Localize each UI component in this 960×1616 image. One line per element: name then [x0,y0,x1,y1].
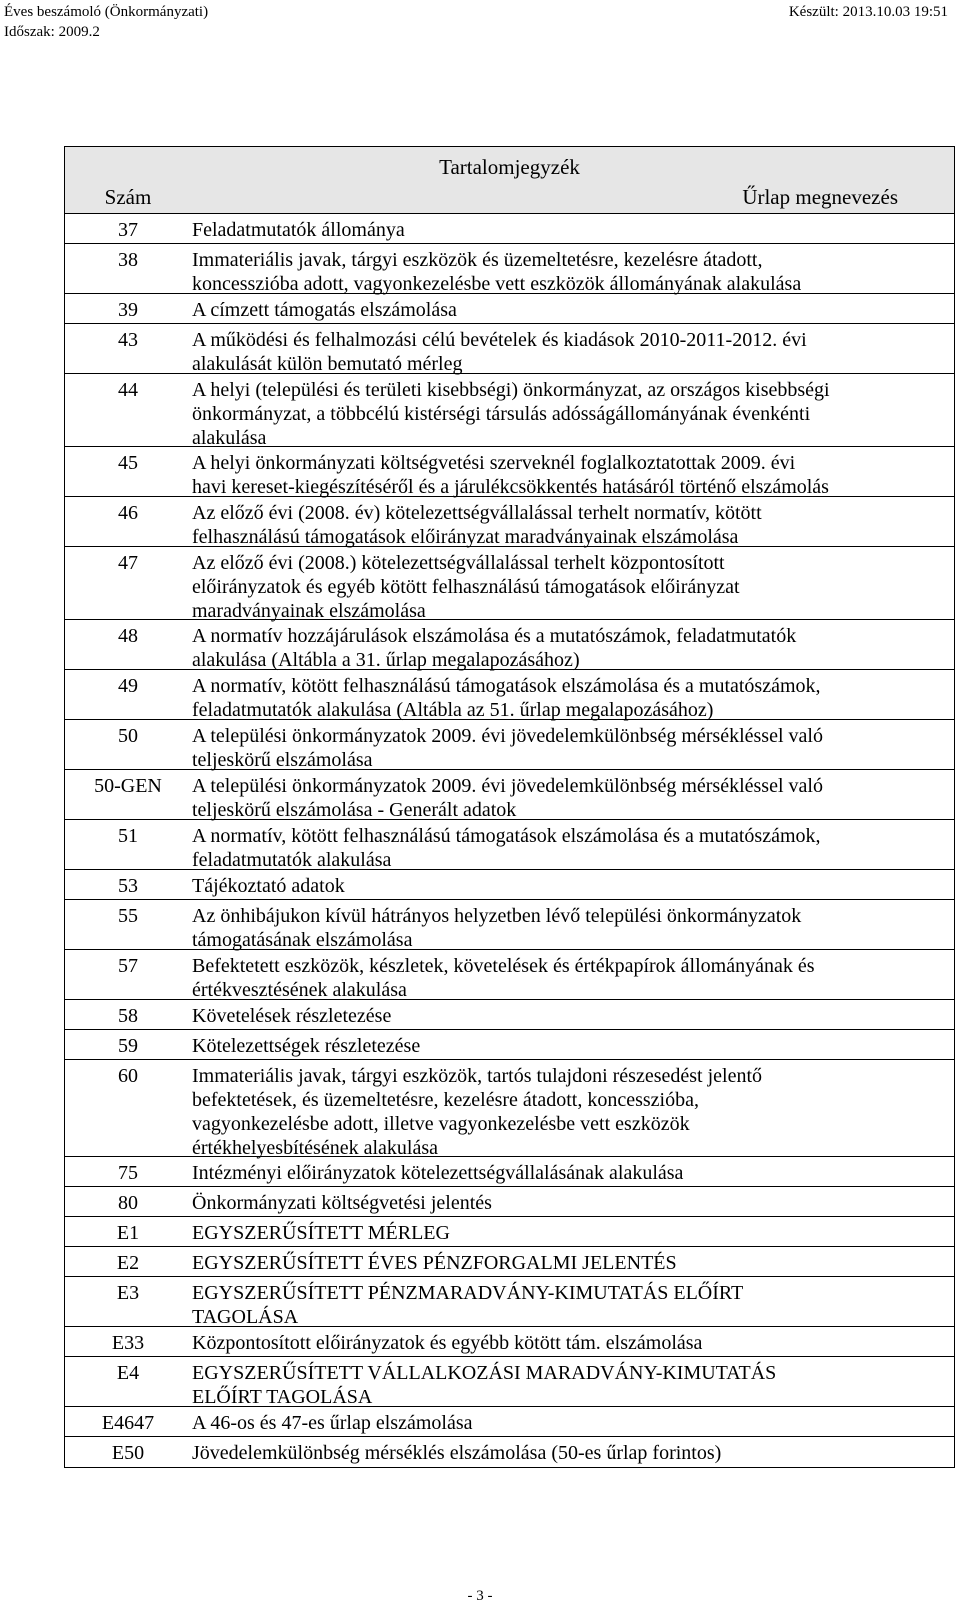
form-number: E4 [116,1362,140,1384]
form-name: Kötelezettségek részletezése [192,1035,421,1057]
table-row [65,950,954,1000]
form-number: 38 [118,249,138,271]
table-row [65,1157,954,1187]
form-number: 58 [118,1005,138,1027]
form-number: 57 [118,955,138,977]
table-row [65,1437,954,1467]
form-name: EGYSZERŰSÍTETT ÉVES PÉNZFORGALMI JELENTÉS [192,1252,677,1274]
form-number: 44 [118,379,138,401]
form-number: 75 [118,1162,138,1184]
form-name: Tájékoztató adatok [192,875,345,897]
form-name: Befektetett eszközök, készletek, követelések és értékpapírok állományának és értékvesztésének alakulása [192,955,815,1001]
form-name: EGYSZERŰSÍTETT PÉNZMARADVÁNY-KIMUTATÁS ELŐÍRT TAGOLÁSA [192,1282,744,1328]
table-row [65,1000,954,1030]
table-row [65,1247,954,1277]
column-header-form-name: Űrlap megnevezés [742,185,898,209]
form-number: 43 [118,329,138,351]
form-number: 60 [118,1065,138,1087]
form-name: A normatív, kötött felhasználású támogatások elszámolása és a mutatószámok, feladatmutatók alakulása (Altábla az 51. űrlap megalapozásához) [192,675,821,721]
form-number: 45 [118,452,138,474]
table-row [65,1060,954,1157]
table-row [65,620,954,670]
form-number: 48 [118,625,138,647]
table-row [65,294,954,324]
table-body [65,214,954,1467]
form-number: 50-GEN [94,775,162,797]
table-row [65,244,954,294]
table-row [65,670,954,720]
form-name: Az önhibájukon kívül hátrányos helyzetben lévő települési önkormányzatok támogatásának elszámolása [192,905,802,951]
form-name: EGYSZERŰSÍTETT MÉRLEG [192,1222,450,1244]
form-number: E33 [111,1332,145,1354]
page-number: - 3 - [467,1588,493,1604]
column-header-row [65,183,954,214]
form-name: Intézményi előirányzatok kötelezettségvállalásának alakulása [192,1162,684,1184]
form-name: Immateriális javak, tárgyi eszközök és üzemeltetésre, kezelésre átadott, koncesszióba adott, vagyonkezelésbe vett eszközök állományának alakulása [192,249,802,295]
form-name: A helyi (települési és területi kisebbségi) önkormányzat, az országos kisebbségi önkormányzat, a többcélú kistérségi társulás adósságállományának évenkénti alakulása [192,379,830,449]
form-name: Immateriális javak, tárgyi eszközök, tartós tulajdoni részesedést jelentő befektetések, és üzemeltetésre, kezelésre átadott, koncesszióba, vagyonkezelésbe adott, illetve vagyonkezelésbe vett eszközök értékhelyesbítésének alakulása [192,1065,762,1159]
form-number: E50 [111,1442,145,1464]
form-name: A normatív hozzájárulások elszámolása és a mutatószámok, feladatmutatók alakulása (Altábla a 31. űrlap megalapozásához) [192,625,797,671]
form-number: 50 [118,725,138,747]
form-number: 51 [118,825,138,847]
form-number: 46 [118,502,138,524]
form-number: E3 [116,1282,140,1304]
table-row [65,1327,954,1357]
column-header-number: Szám [104,185,152,209]
form-name: Az előző évi (2008. év) kötelezettségvállalással terhelt normatív, kötött felhasználású támogatások előirányzat maradványainak elszámolása [192,502,762,548]
form-name: Az előző évi (2008.) kötelezettségvállalással terhelt központosított előirányzatok és egyéb kötött felhasználású támogatások előirányzat maradványainak elszámolása [192,552,740,622]
form-name: Önkormányzati költségvetési jelentés [192,1192,492,1214]
form-name: A helyi önkormányzati költségvetési szerveknél foglalkoztatottak 2009. évi havi kereset-kiegészítéséről és a járulékcsökkentés hatásáról történő elszámolás [192,452,829,498]
table-row [65,820,954,870]
table-row [65,447,954,497]
table-row [65,1407,954,1437]
contents-table [64,146,955,1468]
table-row [65,324,954,374]
form-name: EGYSZERŰSÍTETT VÁLLALKOZÁSI MARADVÁNY-KIMUTATÁS ELŐÍRT TAGOLÁSA [192,1362,777,1408]
table-row [65,870,954,900]
document-header-right [789,2,948,22]
form-name: Jövedelemkülönbség mérséklés elszámolása (50-es űrlap forintos) [192,1442,722,1464]
form-name: A 46-os és 47-es űrlap elszámolása [192,1412,473,1434]
table-row [65,720,954,770]
form-number: 55 [118,905,138,927]
form-name: A normatív, kötött felhasználású támogatások elszámolása és a mutatószámok, feladatmutatók alakulása [192,825,821,871]
table-row [65,1030,954,1060]
form-name: A települési önkormányzatok 2009. évi jövedelemkülönbség mérsékléssel való teljeskörű elszámolása [192,725,823,771]
form-number: 59 [118,1035,138,1057]
form-number: 37 [118,219,138,241]
report-title: Éves beszámoló (Önkormányzati) [4,4,209,20]
table-row [65,497,954,547]
form-number: 80 [118,1192,138,1214]
table-row [65,900,954,950]
table-header-band [65,147,954,214]
form-name: A települési önkormányzatok 2009. évi jövedelemkülönbség mérsékléssel való teljeskörű elszámolása - Generált adatok [192,775,823,821]
form-number: E4647 [101,1412,155,1434]
form-name: A működési és felhalmozási célú bevételek és kiadások 2010-2011-2012. évi alakulását külön bemutató mérleg [192,329,807,375]
created-timestamp: Készült: 2013.10.03 19:51 [788,4,948,20]
form-name: Feladatmutatók állománya [192,219,405,241]
document-header-left [4,2,208,42]
report-period: Időszak: 2009.2 [4,24,100,40]
table-row [65,214,954,244]
table-row [65,1357,954,1407]
table-row [65,1277,954,1327]
form-number: 39 [118,299,138,321]
form-name: A címzett támogatás elszámolása [192,299,457,321]
form-number: 53 [118,875,138,897]
table-row [65,770,954,820]
table-row [65,374,954,447]
form-number: 47 [118,552,138,574]
form-number: E2 [116,1252,140,1274]
table-row [65,547,954,620]
form-number: E1 [116,1222,140,1244]
table-row [65,1187,954,1217]
table-title-row [65,147,954,183]
table-title: Tartalomjegyzék [439,155,580,179]
form-name: Követelések részletezése [192,1005,392,1027]
table-row [65,1217,954,1247]
form-number: 49 [118,675,138,697]
form-name: Központosított előirányzatok és egyébb kötött tám. elszámolása [192,1332,703,1354]
